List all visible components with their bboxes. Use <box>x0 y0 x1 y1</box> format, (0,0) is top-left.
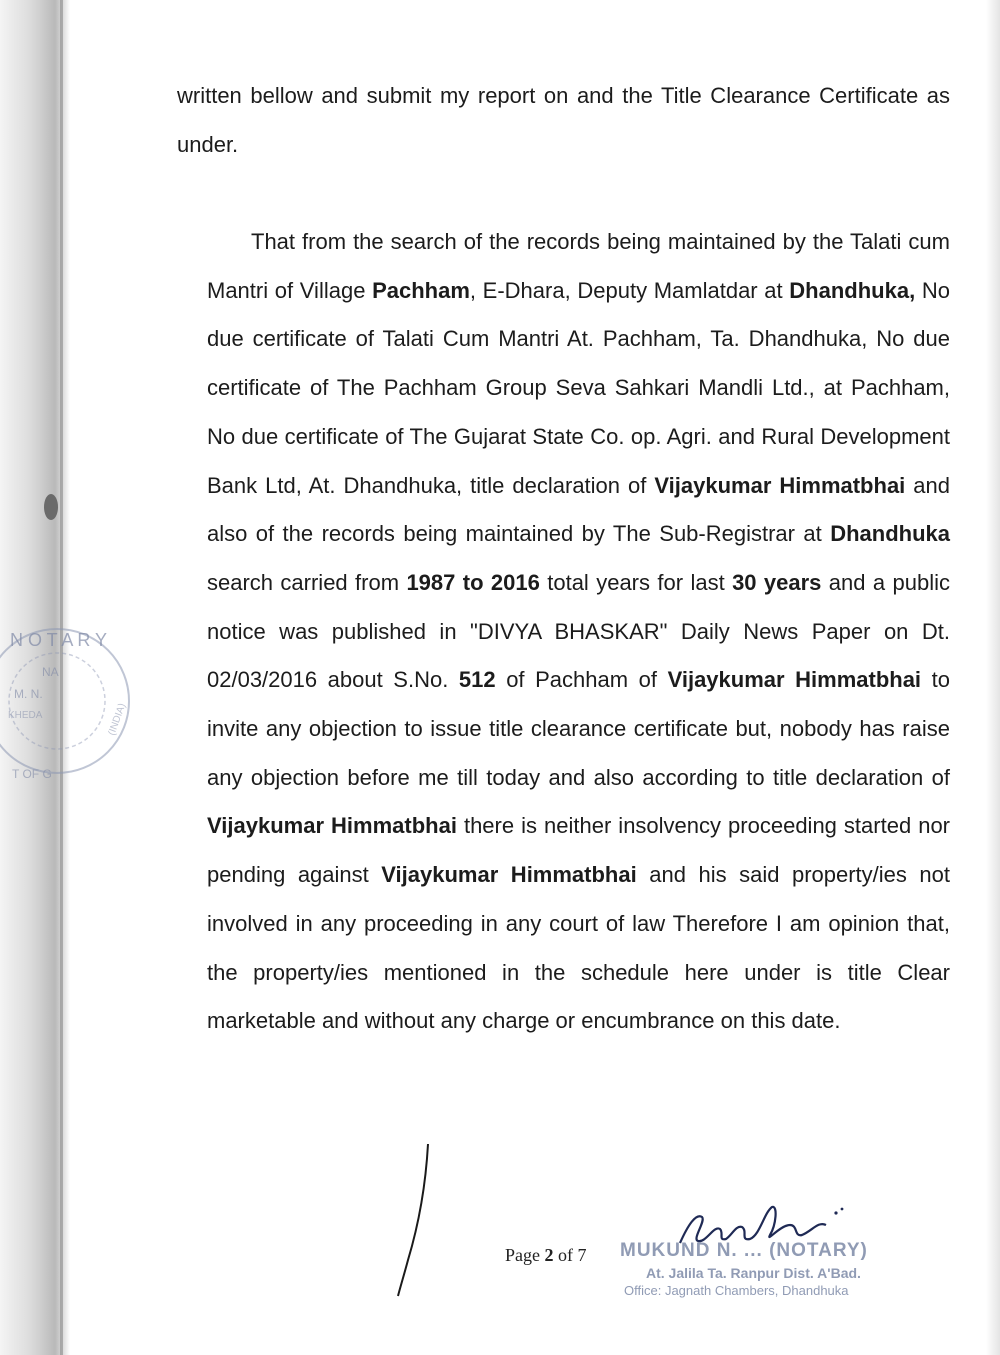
current-page: 2 <box>544 1245 554 1265</box>
body-text: of Pachham of <box>495 667 668 693</box>
body-text: That from the search of the records being maintained by the Talati cum Mantri of Village <box>207 229 950 303</box>
owner-name: Vijaykumar Himmatbhai <box>207 813 457 839</box>
body-text: and a public notice was published in "DIVYA BHASKAR" Daily News Paper on Dt. 02/03/2016 about S.No. <box>207 569 950 693</box>
taluka-name: Dhandhuka, <box>789 277 916 303</box>
svg-text:T OF G: T OF G <box>12 767 52 781</box>
notary-seal-stamp <box>0 606 142 796</box>
svg-text:NA: NA <box>42 665 59 679</box>
body-text: total years for last <box>539 569 733 595</box>
notary-office: Office: Jagnath Chambers, Dhandhuka <box>624 1283 849 1298</box>
body-text: there is neither insolvency proceeding started nor pending against <box>207 813 950 888</box>
clearance-paragraph <box>207 218 950 1046</box>
pen-stroke <box>390 1140 440 1300</box>
notary-stamp <box>620 1240 910 1298</box>
owner-name: Vijaykumar Himmatbhai <box>381 862 637 888</box>
body-text: and also of the records being maintained by The Sub-Registrar at <box>207 472 951 547</box>
svg-text:(INDIA): (INDIA) <box>106 701 129 738</box>
page-number: Page 2 of 7 <box>505 1245 587 1265</box>
punch-hole <box>44 494 58 520</box>
registrar-location: Dhandhuka <box>830 521 950 547</box>
intro-paragraph <box>177 72 950 169</box>
body-text: No due certificate of Talati Cum Mantri At. Pachham, Ta. Dhandhuka, No due certificate of The Pachham Group Seva Sahkari Mandli Ltd., at Pachham, No due certificate of The Gujarat State Co. op. Agri. and Rural Development Bank Ltd, At. Dhandhuka, title declaration of <box>207 277 950 498</box>
body-text: to invite any objection to issue title clearance certificate but, nobody has raise any objection before me till today and also according to title declaration of <box>207 667 950 790</box>
search-years: 30 years <box>732 569 822 595</box>
search-period: 1987 to 2016 <box>406 569 540 595</box>
page-edge <box>986 0 1000 1355</box>
notary-name: MUKUND N. ... (NOTARY) <box>620 1240 868 1261</box>
body-text: and his said property/ies not involved in any proceeding in any court of law Therefore I am opinion that, the property/ies mentioned in the schedule here under is title Clear marketable and without any charge or encumbrance on this date. <box>207 862 951 1034</box>
svg-text:M. N.: M. N. <box>14 687 43 701</box>
owner-name: Vijaykumar Himmatbhai <box>667 667 922 693</box>
svg-text:N O T A R Y: N O T A R Y <box>10 630 108 650</box>
owner-name: Vijaykumar Himmatbhai <box>654 472 906 498</box>
notary-address: At. Jalila Ta. Ranpur Dist. A'Bad. <box>646 1265 861 1281</box>
body-text: search carried from <box>207 569 407 595</box>
intro-text: written bellow and submit my report on and the Title Clearance Certificate as under. <box>177 83 950 157</box>
svg-text:KHEDA: KHEDA <box>8 710 43 721</box>
total-pages: 7 <box>577 1245 587 1265</box>
village-name: Pachham <box>372 277 470 303</box>
body-text: , E-Dhara, Deputy Mamlatdar at <box>469 277 790 303</box>
survey-number: 512 <box>458 667 496 693</box>
